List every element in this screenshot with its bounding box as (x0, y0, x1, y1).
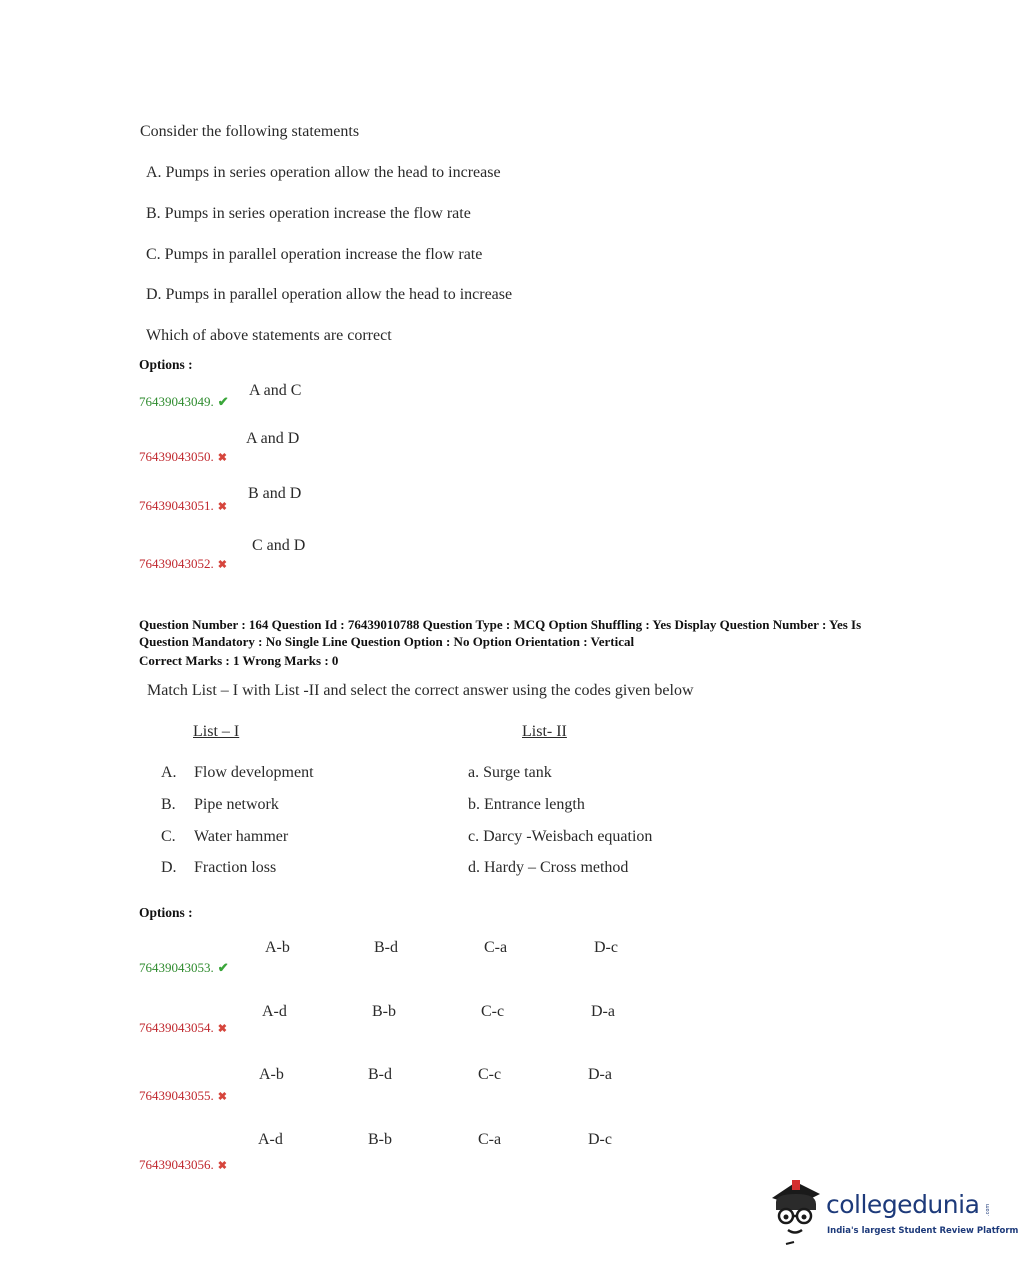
question-text: Match List – I with List -II and select the correct answer using the codes given below (147, 682, 694, 699)
cross-icon: ✖ (217, 500, 227, 513)
question-meta: Question Number : 164 Question Id : 76439010788 Question Type : MCQ Option Shuffling : Yes Display Question Number : Yes Is Question Mandatory : No Single Line Question Option : No Option Orientation : Vertical (139, 617, 862, 649)
option-code: D-a (588, 1066, 612, 1083)
option-code: D-c (588, 1131, 612, 1148)
options-label: Options : (139, 357, 193, 372)
statement-d: D. Pumps in parallel operation allow the head to increase (146, 286, 513, 303)
option-code: C-c (481, 1003, 505, 1020)
option-id: 76439043049. (139, 394, 214, 409)
option-code: B-d (368, 1066, 392, 1083)
option-id: 76439043053. (139, 960, 214, 975)
option-text: B and D (248, 485, 302, 502)
list-1-key: B. (161, 796, 176, 813)
option-id: 76439043054. (139, 1020, 214, 1035)
cross-icon: ✖ (217, 1159, 227, 1172)
option-code: C-c (478, 1066, 502, 1083)
option-row (139, 1154, 227, 1173)
list-1-item: Pipe network (194, 796, 279, 813)
option-code: D-a (591, 1003, 615, 1020)
option-code: A-b (259, 1066, 284, 1083)
option-text: A and C (249, 382, 302, 399)
option-code: A-d (262, 1003, 287, 1020)
list-1-key: D. (161, 859, 177, 876)
check-icon: ✔ (217, 961, 229, 976)
question-intro: Consider the following statements (140, 123, 360, 140)
statement-a: A. Pumps in series operation allow the head to increase (146, 164, 501, 181)
option-code: D-c (594, 939, 618, 956)
option-text: A and D (246, 430, 300, 447)
cross-icon: ✖ (217, 1022, 227, 1035)
statement-c: C. Pumps in parallel operation increase the flow rate (146, 246, 483, 263)
option-text: C and D (252, 537, 306, 554)
list-2-item: b. Entrance length (468, 796, 585, 813)
logo-wordmark: collegedunia (826, 1190, 980, 1219)
option-row (139, 391, 229, 410)
option-code: B-b (368, 1131, 392, 1148)
option-row (139, 495, 227, 514)
cross-icon: ✖ (217, 558, 227, 571)
list-1-key: C. (161, 828, 176, 845)
option-code: B-d (374, 939, 398, 956)
option-id: 76439043051. (139, 498, 214, 513)
option-row (139, 1017, 227, 1036)
option-code: B-b (372, 1003, 396, 1020)
statement-b: B. Pumps in series operation increase the flow rate (146, 205, 471, 222)
list-1-heading: List – I (193, 723, 240, 740)
option-id: 76439043050. (139, 449, 214, 464)
list-2-heading: List- II (522, 723, 567, 740)
option-id: 76439043052. (139, 556, 214, 571)
list-1-item: Fraction loss (194, 859, 277, 876)
option-code: C-a (484, 939, 508, 956)
question-ask: Which of above statements are correct (146, 327, 392, 344)
check-icon: ✔ (217, 395, 229, 410)
marks-meta: Correct Marks : 1 Wrong Marks : 0 (139, 653, 339, 668)
logo-suffix: .com (985, 1203, 991, 1216)
list-1-key: A. (161, 764, 177, 781)
options-label: Options : (139, 905, 193, 920)
list-2-item: a. Surge tank (468, 764, 552, 781)
collegedunia-logo (766, 1176, 1019, 1246)
option-row (139, 553, 227, 572)
option-row (139, 1085, 227, 1104)
list-2-item: d. Hardy – Cross method (468, 859, 629, 876)
option-code: A-b (265, 939, 290, 956)
option-code: A-d (258, 1131, 283, 1148)
logo-tagline: India's largest Student Review Platform (827, 1226, 1019, 1236)
mascot-icon (766, 1176, 826, 1246)
option-code: C-a (478, 1131, 502, 1148)
option-id: 76439043056. (139, 1157, 214, 1172)
option-row (139, 957, 229, 976)
option-id: 76439043055. (139, 1088, 214, 1103)
list-1-item: Water hammer (194, 828, 289, 845)
list-2-item: c. Darcy -Weisbach equation (468, 828, 653, 845)
option-row (139, 446, 227, 465)
cross-icon: ✖ (217, 451, 227, 464)
cross-icon: ✖ (217, 1090, 227, 1103)
list-1-item: Flow development (194, 764, 314, 781)
